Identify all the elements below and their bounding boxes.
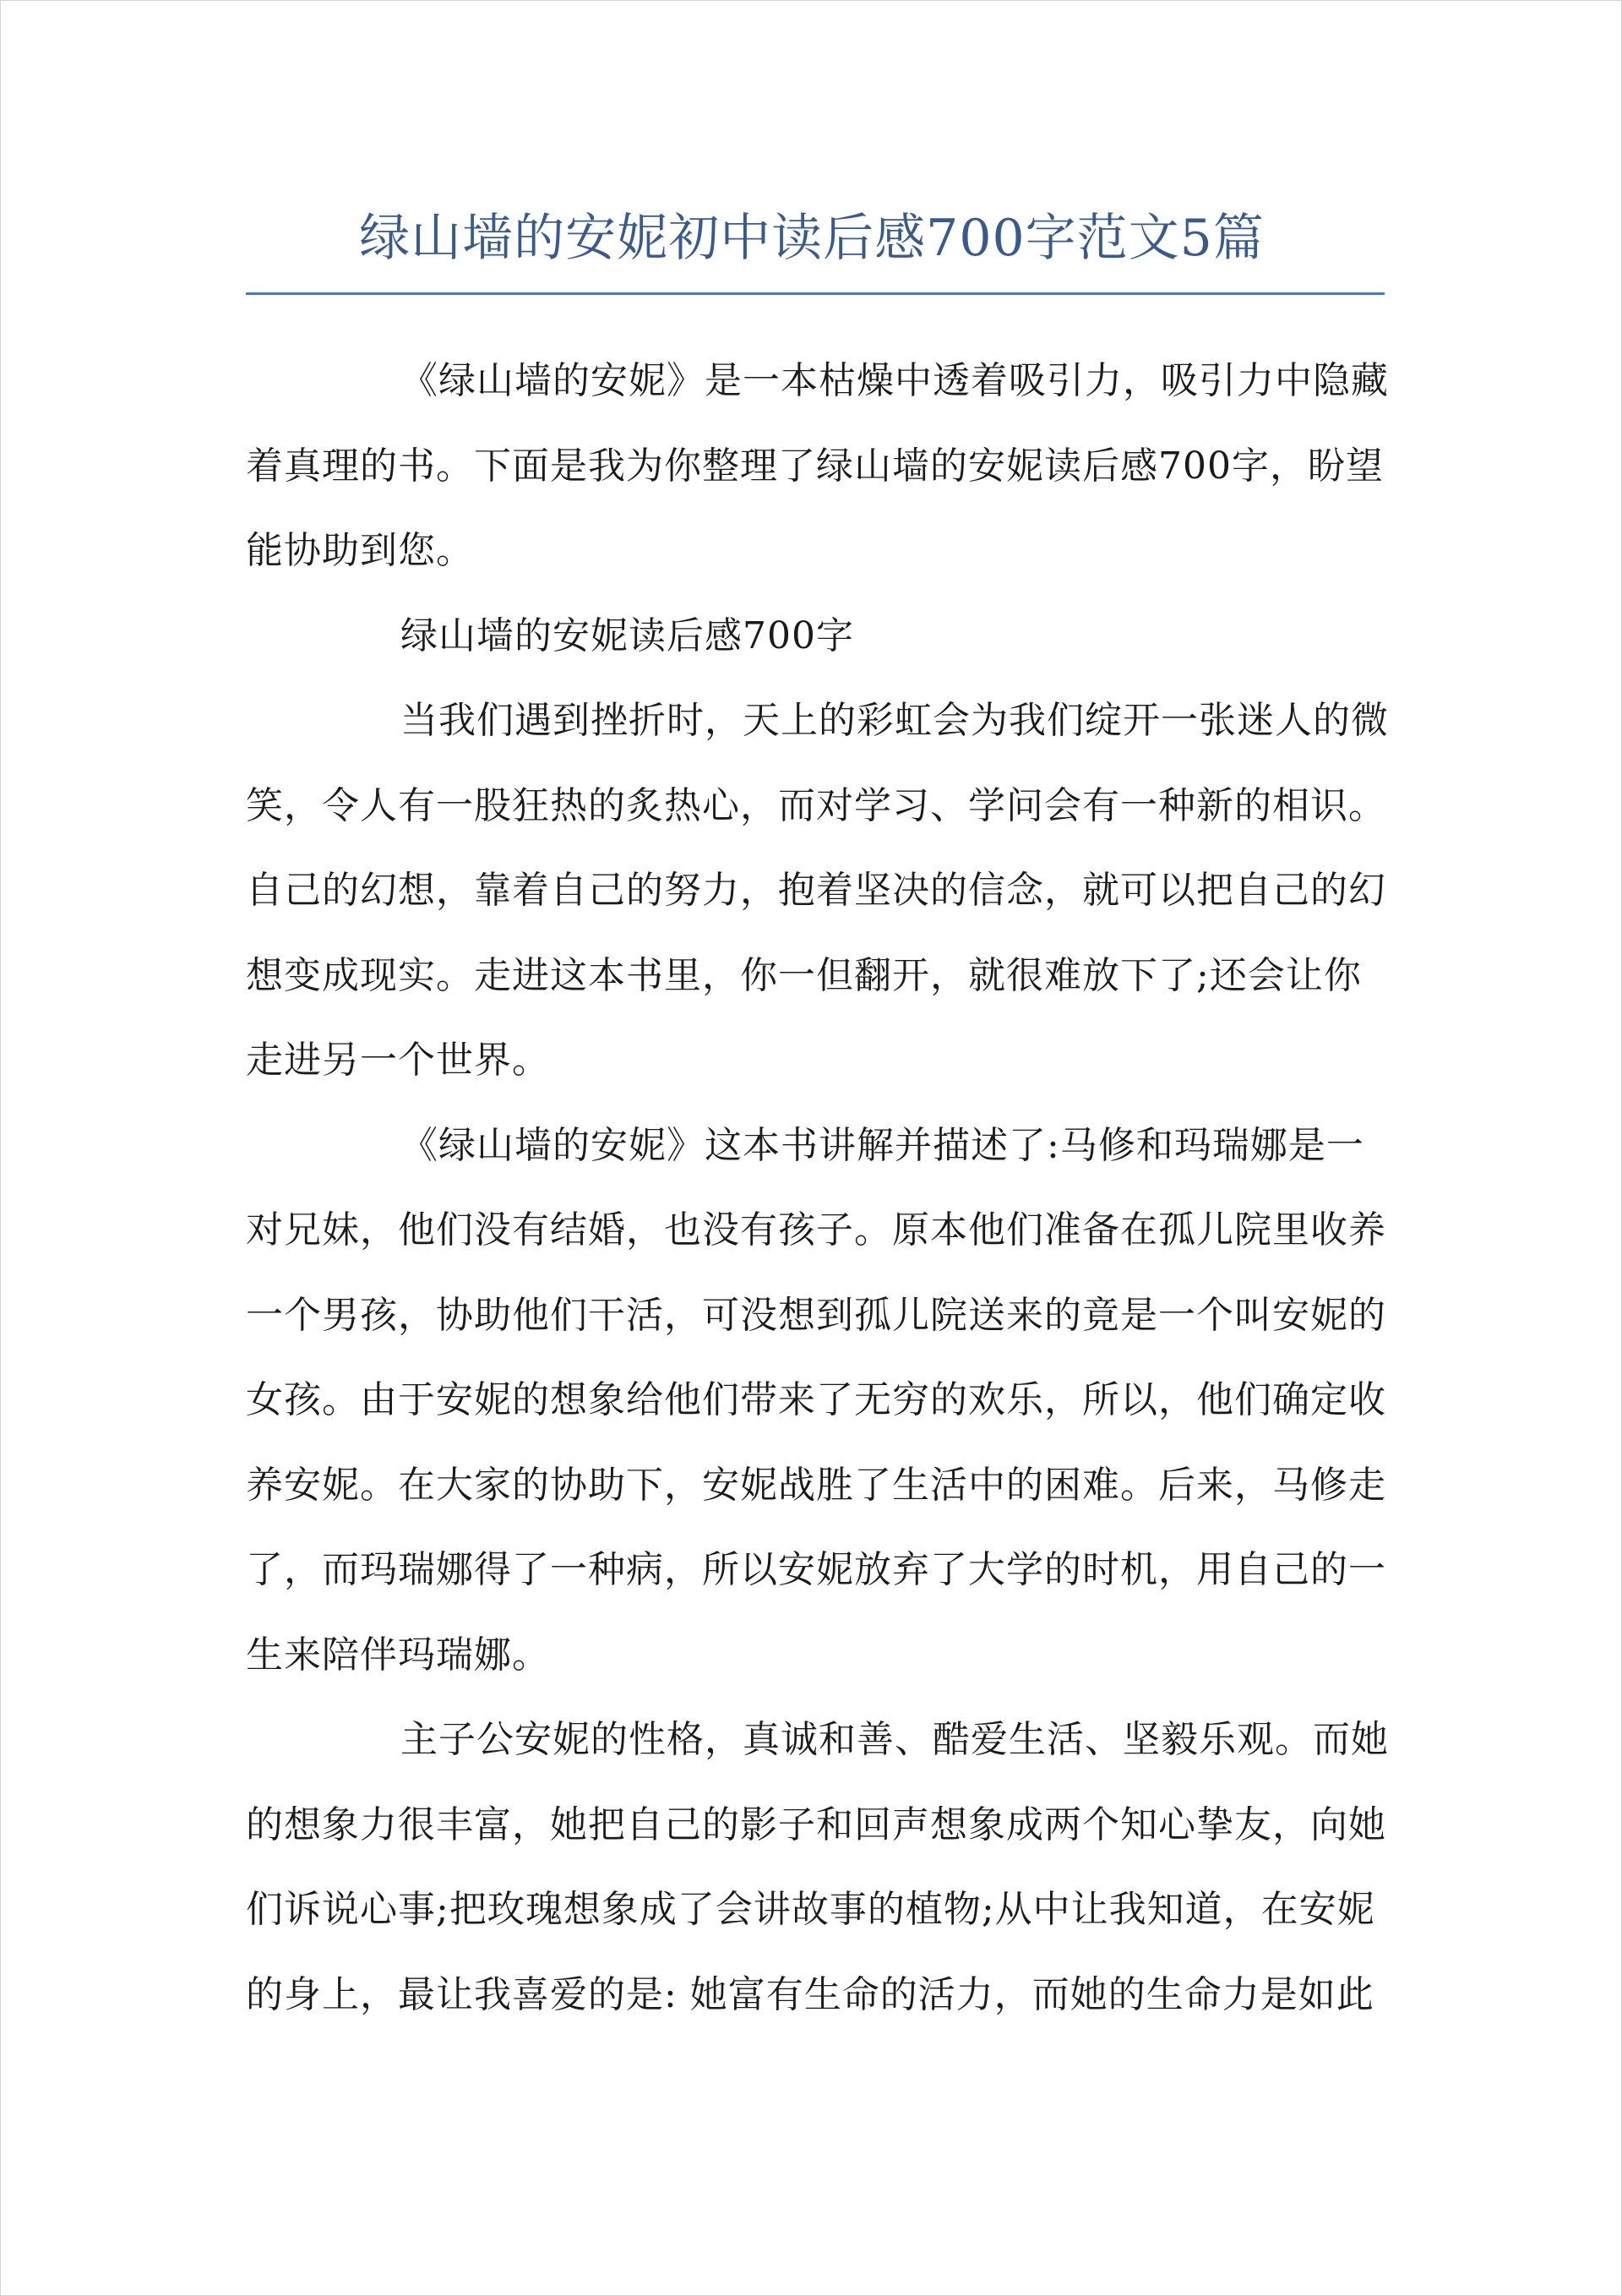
paragraph-line: 能协助到您。 bbox=[246, 529, 474, 572]
paragraph-line: 的身上，最让我喜爱的是: 她富有生命的活力，而她的生命力是如此 bbox=[246, 1972, 1374, 2016]
paragraph-line: 笑，令人有一股狂热的炙热心，而对学习、学问会有一种新的相识。 bbox=[246, 783, 1386, 827]
paragraph-line: 了，而玛瑞娜得了一种病，所以安妮放弃了大学的时机，用自己的一 bbox=[246, 1548, 1386, 1591]
paragraph-line: 一个男孩，协助他们干活，可没想到孤儿院送来的竟是一个叫安妮的 bbox=[246, 1293, 1386, 1337]
paragraph-line: 生来陪伴玛瑞娜。 bbox=[246, 1633, 550, 1677]
paragraph-first-line: 主子公安妮的性格，真诚和善、酷爱生活、坚毅乐观。而她 bbox=[400, 1718, 1389, 1761]
title-underline bbox=[246, 292, 1385, 295]
paragraph-line: 自己的幻想，靠着自己的努力，抱着坚决的信念，就可以把自己的幻 bbox=[246, 869, 1386, 912]
paragraph-first-line: 当我们遇到挫折时，天上的彩虹会为我们绽开一张迷人的微 bbox=[400, 699, 1389, 742]
paragraph-line: 着真理的书。下面是我为你整理了绿山墙的安妮读后感700字，盼望 bbox=[246, 444, 1384, 488]
paragraph-line: 对兄妹，他们没有结婚，也没有孩子。原本他们准备在孤儿院里收养 bbox=[246, 1208, 1386, 1252]
paragraph-first-line: 《绿山墙的安妮》这本书讲解并描述了:马修和玛瑞娜是一 bbox=[400, 1123, 1364, 1167]
paragraph-line: 养安妮。在大家的协助下，安妮战胜了生活中的困难。后来，马修走 bbox=[246, 1463, 1386, 1507]
document-body bbox=[246, 339, 1395, 2037]
paragraph-first-line: 绿山墙的安妮读后感700字 bbox=[400, 614, 854, 657]
paragraph-line: 走进另一个世界。 bbox=[246, 1039, 550, 1082]
paragraph-line: 想变成现实。走进这本书里，你一但翻开，就很难放下了;还会让你 bbox=[246, 953, 1362, 997]
document-title: 绿山墙的安妮初中读后感700字范文5篇 bbox=[359, 209, 1265, 268]
paragraph-line: 女孩。由于安妮的想象给他们带来了无穷的欢乐，所以，他们确定收 bbox=[246, 1378, 1386, 1421]
paragraph-line: 们诉说心事;把玫瑰想象成了会讲故事的植物;从中让我知道，在安妮 bbox=[246, 1888, 1375, 1931]
paragraph-first-line: 《绿山墙的安妮》是一本枯燥中透着吸引力，吸引力中隐藏 bbox=[400, 359, 1389, 402]
paragraph-line: 的想象力很丰富，她把自己的影子和回声想象成两个知心挚友，向她 bbox=[246, 1802, 1386, 1846]
